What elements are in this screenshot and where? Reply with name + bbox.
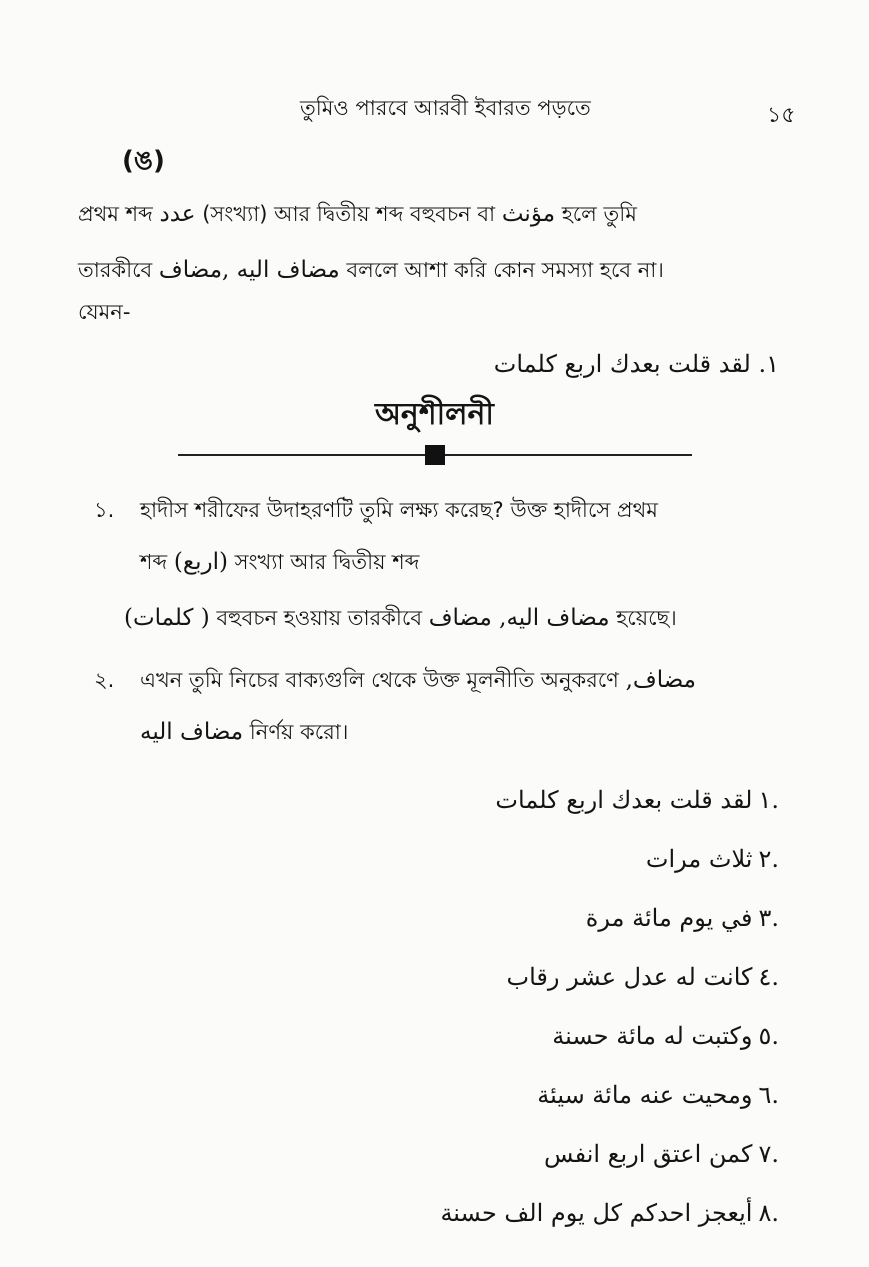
intro-text: তারকীবে	[78, 258, 153, 282]
intro-text: বললে আশা করি কোন সমস্যা হবে না।	[346, 258, 664, 282]
example-row	[279, 1006, 779, 1065]
intro-example	[494, 350, 779, 378]
example-row	[279, 888, 779, 947]
item-1-line-3	[124, 602, 677, 637]
intro-line-3: যেমন-	[78, 300, 131, 324]
arabic-term: (اربع)	[173, 549, 228, 575]
arabic-term: ( كلمات)	[124, 605, 210, 631]
example-text: لقد قلت بعدك اربع كلمات	[495, 785, 753, 814]
exercise-heading: অনুশীলনী	[374, 397, 495, 432]
item-text: সংখ্যা আর দ্বিতীয় শব্দ	[234, 550, 420, 574]
example-number: ٥.	[758, 1021, 779, 1050]
page-number: ১৫	[767, 103, 796, 128]
item-2-line-2	[140, 716, 348, 751]
item-text: নির্ণয় করো।	[249, 720, 349, 744]
example-number: ١.	[758, 350, 779, 378]
example-row	[279, 829, 779, 888]
example-text: كمن اعتق اربع انفس	[543, 1139, 753, 1168]
example-text: لقد قلت بعدك اربع كلمات	[493, 350, 751, 378]
example-number: ٣.	[758, 903, 779, 932]
divider-square-ornament	[425, 445, 445, 465]
example-row	[279, 1124, 779, 1183]
example-row	[279, 1183, 779, 1242]
item-number: ১.	[94, 498, 115, 522]
example-number: ٦.	[758, 1080, 779, 1109]
example-text: ثلاث مرات	[645, 844, 753, 873]
item-text: শব্দ	[140, 550, 168, 574]
example-number: ٧.	[758, 1139, 779, 1168]
running-header: তুমিও পারবে আরবী ইবারত পড়তে	[300, 96, 591, 120]
arabic-term: مؤنث	[501, 201, 556, 227]
example-number: ٢.	[758, 844, 779, 873]
intro-line-1	[78, 198, 637, 233]
example-number: ٨.	[758, 1198, 779, 1227]
example-number: ١.	[758, 785, 779, 814]
arabic-term: مضاف اليه	[140, 719, 244, 745]
intro-text: প্রথম শব্দ	[78, 202, 153, 226]
example-row	[279, 1065, 779, 1124]
arabic-term: مضاف اليه ,مضاف	[158, 257, 340, 283]
example-text: وكتبت له مائة حسنة	[552, 1021, 753, 1050]
item-2-line-1	[140, 664, 696, 699]
example-text: كانت له عدل عشر رقاب	[506, 962, 753, 991]
item-text: এখন তুমি নিচের বাক্যগুলি থেকে উক্ত মূলনীতি অনুকরণে	[140, 668, 619, 692]
item-number: ২.	[94, 668, 115, 692]
section-marker: (ঙ)	[122, 146, 165, 176]
item-1-line-2	[140, 546, 419, 581]
item-text: বহুবচন হওয়ায় তারকীবে	[216, 606, 423, 630]
intro-text: (সংখ্যা) আর দ্বিতীয় শব্দ বহুবচন বা	[202, 202, 496, 226]
example-row	[279, 770, 779, 829]
item-1-line-1: হাদীস শরীফের উদাহরণটি তুমি লক্ষ্য করেছ? উক্ত হাদীসে প্রথম	[140, 498, 658, 522]
arabic-term: عدد	[159, 201, 196, 227]
intro-text: হলে তুমি	[561, 202, 637, 226]
intro-line-2	[78, 254, 664, 289]
arabic-term: مضاف اليه, مضاف	[428, 605, 610, 631]
item-text: হয়েছে।	[616, 606, 677, 630]
example-row	[279, 947, 779, 1006]
arabic-term: مضاف,	[625, 667, 697, 693]
example-number: ٤.	[758, 962, 779, 991]
example-list	[279, 770, 779, 1242]
example-text: أيعجز احدكم كل يوم الف حسنة	[440, 1198, 753, 1227]
example-text: في يوم مائة مرة	[585, 903, 753, 932]
example-text: ومحيت عنه مائة سيئة	[537, 1080, 753, 1109]
